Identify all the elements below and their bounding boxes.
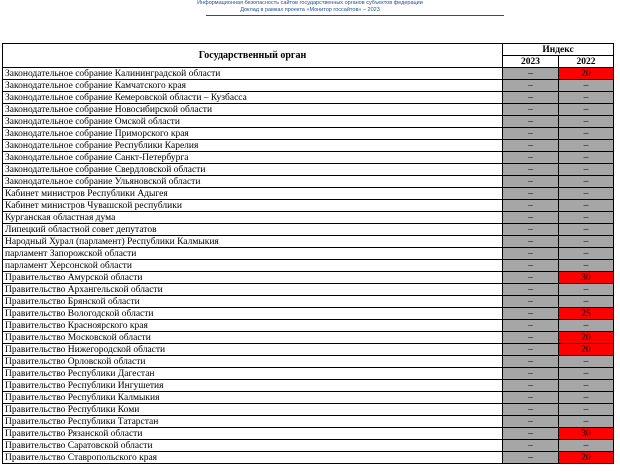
index-2022-cell: – [559,320,614,332]
index-2022-cell: 20 [559,344,614,356]
column-header-year-2022: 2022 [559,56,614,68]
index-table [2,43,614,464]
index-2022-cell: – [559,188,614,200]
index-2022-cell: – [559,212,614,224]
index-2022-cell: – [559,200,614,212]
table-row [3,416,614,428]
index-2022-cell: – [559,248,614,260]
table-row [3,164,614,176]
table-row [3,212,614,224]
index-2023-cell: – [503,224,559,236]
table-row [3,80,614,92]
index-2022-cell: – [559,356,614,368]
organ-name-cell: Правительство Республики Ингушетия [3,380,503,392]
organ-name-cell: Законодательное собрание Ульяновской области [3,176,503,188]
organ-name-cell: Законодательное собрание Приморского края [3,128,503,140]
index-2023-cell: – [503,452,559,464]
index-2022-cell: 20 [559,332,614,344]
organ-name-cell: Кабинет министров Республики Адыгея [3,188,503,200]
index-2022-cell: – [559,152,614,164]
table-row [3,392,614,404]
index-2023-cell: – [503,356,559,368]
index-2022-cell: 20 [559,452,614,464]
table-row [3,224,614,236]
column-header-year-2023: 2023 [503,56,559,68]
index-2023-cell: – [503,308,559,320]
index-2023-cell: – [503,392,559,404]
table-row [3,272,614,284]
index-2023-cell: – [503,212,559,224]
organ-name-cell: Правительство Московской области [3,332,503,344]
organ-name-cell: Правительство Вологодской области [3,308,503,320]
index-2022-cell: 20 [559,68,614,80]
table-row [3,284,614,296]
organ-name-cell: Правительство Нижегородской области [3,344,503,356]
table-row [3,128,614,140]
index-2022-cell: – [559,176,614,188]
index-2023-cell: – [503,104,559,116]
header-divider [206,15,504,16]
index-2023-cell: – [503,440,559,452]
table-row [3,188,614,200]
table-row [3,452,614,464]
organ-name-cell: Народный Хурал (парламент) Республики Калмыкия [3,236,503,248]
report-header-title: Информационная безопасность сайтов государственных органов субъектов федерации [197,0,423,6]
index-2023-cell: – [503,236,559,248]
organ-name-cell: Законодательное собрание Камчатского края [3,80,503,92]
index-2023-cell: – [503,296,559,308]
index-2023-cell: – [503,380,559,392]
table-row [3,440,614,452]
index-2023-cell: – [503,344,559,356]
index-2022-cell: – [559,140,614,152]
table-row [3,152,614,164]
index-2022-cell: – [559,404,614,416]
table-row [3,296,614,308]
organ-name-cell: Законодательное собрание Калининградской области [3,68,503,80]
index-2022-cell: – [559,392,614,404]
index-2022-cell: – [559,164,614,176]
index-2023-cell: – [503,128,559,140]
index-2023-cell: – [503,428,559,440]
table-row [3,308,614,320]
table-row [3,320,614,332]
table-row [3,200,614,212]
index-2023-cell: – [503,80,559,92]
index-2022-cell: – [559,440,614,452]
index-2023-cell: – [503,68,559,80]
index-2022-cell: 30 [559,272,614,284]
index-2023-cell: – [503,152,559,164]
index-2022-cell: – [559,416,614,428]
column-header-index: Индекс [503,44,614,56]
report-header-subtitle: Доклад в рамках проекта «Монитор госсайтов» – 2023 [240,7,380,13]
organ-name-cell: Курганская областная дума [3,212,503,224]
index-2023-cell: – [503,164,559,176]
index-2023-cell: – [503,272,559,284]
index-2022-cell: – [559,92,614,104]
index-2023-cell: – [503,332,559,344]
table-row [3,92,614,104]
index-2022-cell: – [559,116,614,128]
index-2023-cell: – [503,248,559,260]
organ-name-cell: Правительство Республики Калмыкия [3,392,503,404]
table-row [3,260,614,272]
table-row [3,248,614,260]
table-row [3,356,614,368]
index-2022-cell: – [559,80,614,92]
index-2023-cell: – [503,176,559,188]
index-2022-cell: – [559,260,614,272]
index-2023-cell: – [503,188,559,200]
table-row [3,176,614,188]
index-2023-cell: – [503,368,559,380]
index-2023-cell: – [503,260,559,272]
organ-name-cell: Законодательное собрание Санкт-Петербурга [3,152,503,164]
organ-name-cell: Законодательное собрание Кемеровской области – Кузбасса [3,92,503,104]
table-row [3,344,614,356]
organ-name-cell: Законодательное собрание Свердловской области [3,164,503,176]
table-row [3,68,614,80]
organ-name-cell: Законодательное собрание Республики Карелия [3,140,503,152]
index-2023-cell: – [503,140,559,152]
index-2022-cell: – [559,296,614,308]
table-row [3,140,614,152]
organ-name-cell: Законодательное собрание Омской области [3,116,503,128]
index-2022-cell: – [559,380,614,392]
index-2023-cell: – [503,284,559,296]
table-row [3,404,614,416]
table-row [3,104,614,116]
organ-name-cell: Правительство Рязанской области [3,428,503,440]
organ-name-cell: Правительство Республики Татарстан [3,416,503,428]
organ-name-cell: парламент Запорожской области [3,248,503,260]
organ-name-cell: Правительство Красноярского края [3,320,503,332]
table-row [3,116,614,128]
table-row [3,380,614,392]
table-row [3,332,614,344]
index-2023-cell: – [503,200,559,212]
organ-name-cell: Правительство Архангельской области [3,284,503,296]
index-2022-cell: – [559,128,614,140]
index-2023-cell: – [503,416,559,428]
organ-name-cell: Правительство Амурской области [3,272,503,284]
index-2022-cell: 25 [559,308,614,320]
index-2022-cell: – [559,284,614,296]
index-2023-cell: – [503,404,559,416]
organ-name-cell: Кабинет министров Чувашской республики [3,200,503,212]
table-row [3,428,614,440]
organ-name-cell: Правительство Орловской области [3,356,503,368]
index-2022-cell: – [559,224,614,236]
table-body [3,68,614,464]
index-2022-cell: – [559,236,614,248]
index-2023-cell: – [503,116,559,128]
organ-name-cell: Липецкий областной совет депутатов [3,224,503,236]
table-row [3,236,614,248]
organ-name-cell: Правительство Республики Коми [3,404,503,416]
organ-name-cell: Правительство Саратовской области [3,440,503,452]
index-2022-cell: – [559,104,614,116]
organ-name-cell: Правительство Республики Дагестан [3,368,503,380]
organ-name-cell: парламент Херсонской области [3,260,503,272]
organ-name-cell: Правительство Ставропольского края [3,452,503,464]
column-header-organ: Государственный орган [3,44,503,68]
table-row [3,368,614,380]
organ-name-cell: Законодательное собрание Новосибирской области [3,104,503,116]
index-2023-cell: – [503,320,559,332]
organ-name-cell: Правительство Брянской области [3,296,503,308]
index-2022-cell: 30 [559,428,614,440]
index-2023-cell: – [503,92,559,104]
index-2022-cell: – [559,368,614,380]
